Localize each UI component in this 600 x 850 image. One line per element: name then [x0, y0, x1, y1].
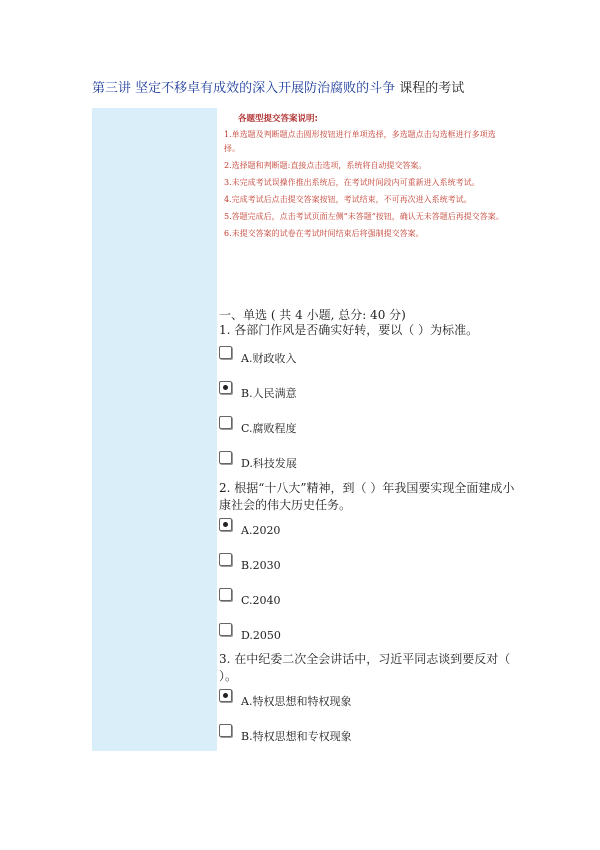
- instruction-rule: 1.单选题及判断题点击圆形按钮进行单项选择，多选题点击勾选框进行多项选择。: [224, 130, 496, 153]
- radio-button[interactable]: [219, 346, 232, 359]
- radio-button[interactable]: [219, 416, 232, 429]
- radio-button[interactable]: [219, 724, 232, 737]
- title-suffix: 课程的考试: [395, 81, 465, 96]
- option-label: C.腐败程度: [241, 422, 297, 435]
- section-heading: 一、单选 ( 共 4 小题, 总分: 40 分): [219, 308, 406, 322]
- instruction-rule: 3.未完成考试误操作推出系统后，在考试时间段内可重新进入系统考试。: [224, 178, 480, 187]
- answer-option[interactable]: [219, 414, 297, 435]
- answer-option[interactable]: [219, 586, 281, 607]
- option-label: B.2030: [241, 559, 281, 572]
- option-label: B.特权思想和专权现象: [241, 730, 352, 743]
- option-label: C.2040: [241, 594, 281, 607]
- instructions-title: 各题型提交答案说明:: [238, 114, 318, 124]
- page-title: [92, 80, 464, 98]
- answer-option[interactable]: [219, 551, 281, 572]
- answer-option[interactable]: [219, 722, 352, 743]
- option-label: D.2050: [241, 629, 281, 642]
- course-title-link[interactable]: 第三讲 坚定不移卓有成效的深入开展防治腐败的斗争: [92, 81, 396, 96]
- radio-button[interactable]: [219, 451, 232, 464]
- instruction-rule: 4.完成考试后点击提交答案按钮，考试结束，不可再次进入系统考试。: [224, 195, 472, 204]
- left-sidebar: [92, 108, 217, 751]
- radio-button[interactable]: [219, 623, 232, 636]
- radio-button-selected[interactable]: [219, 518, 232, 531]
- radio-button-selected[interactable]: [219, 689, 232, 702]
- question-text: 1. 各部门作风是否确实好转，要以（ ）为标准。: [219, 323, 479, 337]
- instruction-rule: 5.答题完成后，点击考试页面左侧“未答题”按钮，确认无未答题后再提交答案。: [224, 212, 504, 221]
- answer-option[interactable]: [219, 621, 281, 642]
- question-text: 2. 根据“十八大”精神，到（ ）年我国要实现全面建成小康社会的伟大历史任务。: [219, 481, 515, 512]
- radio-button[interactable]: [219, 588, 232, 601]
- answer-option[interactable]: [219, 516, 281, 537]
- answer-option[interactable]: [219, 344, 297, 365]
- instruction-rule: 6.未提交答案的试卷在考试时间结束后将强制提交答案。: [224, 229, 424, 238]
- answer-option[interactable]: [219, 687, 352, 708]
- instruction-rule: 2.选择题和判断题:直接点击选项，系统将自动提交答案。: [224, 161, 427, 170]
- answer-option[interactable]: [219, 379, 297, 400]
- answer-option[interactable]: [219, 449, 297, 470]
- radio-button-selected[interactable]: [219, 381, 232, 394]
- question-text: 3. 在中纪委二次全会讲话中，习近平同志谈到要反对（ ）。: [219, 652, 511, 683]
- option-label: D.科技发展: [241, 457, 297, 470]
- instructions-panel: [224, 112, 509, 244]
- option-label: A.特权思想和特权现象: [241, 695, 352, 708]
- option-label: A.2020: [241, 524, 281, 537]
- option-label: A.财政收入: [241, 352, 297, 365]
- option-label: B.人民满意: [241, 387, 297, 400]
- radio-button[interactable]: [219, 553, 232, 566]
